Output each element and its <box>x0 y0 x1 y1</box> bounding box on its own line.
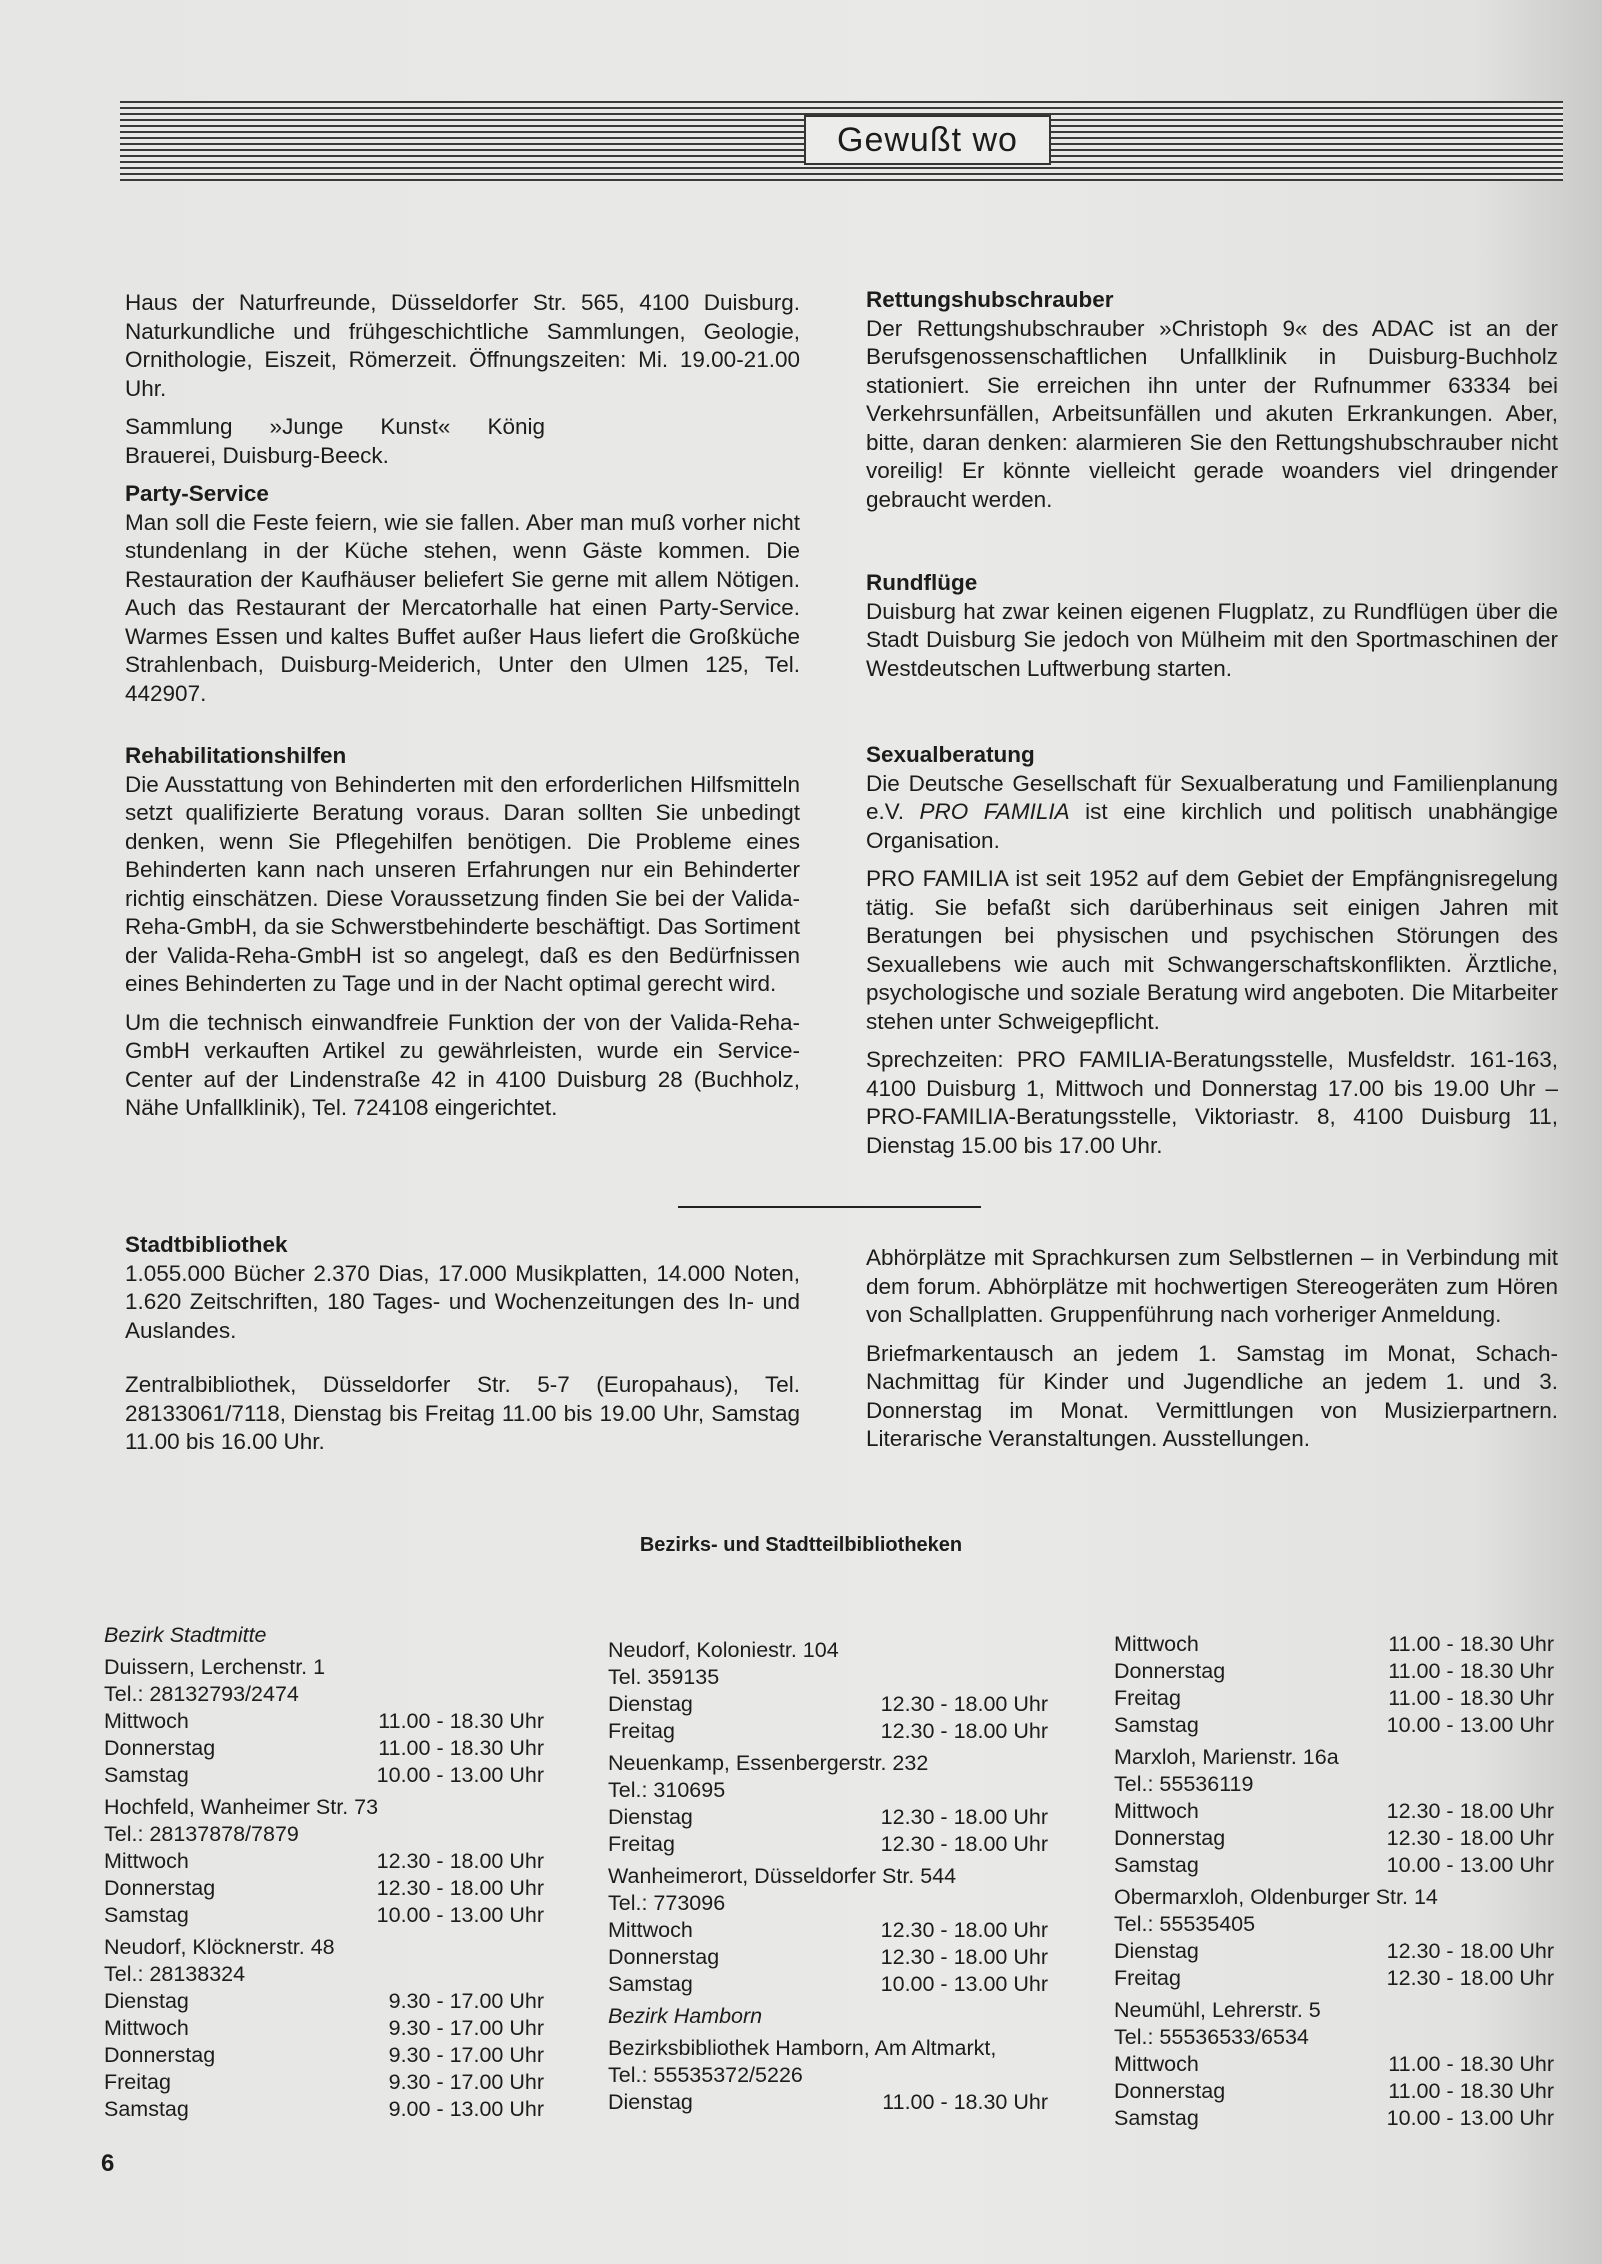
hours-row <box>104 1848 544 1875</box>
pro-familia-emphasis: PRO FAMILIA <box>919 799 1070 824</box>
hours-row <box>104 2042 544 2069</box>
hours-row <box>608 1944 1048 1971</box>
branch-address: Bezirksbibliothek Hamborn, Am Altmarkt, <box>608 2036 997 2060</box>
page-title: Gewußt wo <box>804 115 1051 165</box>
reha-text-1: Die Ausstattung von Behinderten mit den erforderlichen Hilfsmitteln setzt qualifizierte Beratung voraus. Daran sollten Sie unbedingt denken, wenn Sie Pflegehilfen benötigen. Die Probleme eines Behinderten kann nach unseren Erfahrungen nur ein Behinderter richtig einschätzen. Diese Voraussetzung finden Sie bei der Valida-Reha-GmbH, da sie Schwerstbehinderte beschäftigt. Das Sortiment der Valida-Reha-GmbH ist so angelegt, daß es den Bedürfnissen eines Behinderten zu Tage und in der Nacht optimal gerecht wird. <box>125 771 800 996</box>
opening-time: 11.00 - 18.30 Uhr <box>378 1736 544 1760</box>
zentral-text: Zentralbibliothek, Düsseldorfer Str. 5-7 (Europahaus), Tel. 28133061/7118, Dienstag bis Freitag 11.00 bis 19.00 Uhr, Samstag 11.00 bis 16.00 Uhr. <box>125 1372 800 1454</box>
weekday: Freitag <box>104 2070 171 2094</box>
hours-row <box>1114 1825 1554 1852</box>
right-column-top <box>866 286 1558 569</box>
opening-time: 10.00 - 13.00 Uhr <box>376 1903 544 1927</box>
hours-row <box>1114 1631 1554 1658</box>
right-column-sexualberatung <box>866 741 1558 1244</box>
right-column-abhoer <box>866 1244 1558 1464</box>
hours-row <box>608 1718 1048 1745</box>
hours-row <box>608 2089 1048 2116</box>
abhoer-text: Abhörplätze mit Sprachkursen zum Selbstlernen – in Verbindung mit dem forum. Abhörplätze mit hochwertigen Stereogeräten zum Hören von Schallplatten. Gruppenführung nach vorheriger Anmeldung. <box>866 1245 1558 1327</box>
opening-time: 12.30 - 18.00 Uhr <box>880 1945 1048 1969</box>
branch-phone: Tel.: 55536533/6534 <box>1114 2025 1309 2049</box>
rettung-text: Der Rettungshubschrauber »Christoph 9« des ADAC ist an der Berufsgenossenschaftlichen Unfallklinik in Duisburg-Buchholz stationiert. Sie erreichen ihn unter der Rufnummer 63334 bei Verkehrsunfällen, Arbeitsunfällen und akuten Erkrankungen. Aber, bitte, daran denken: alarmieren Sie den Rettungshubschrauber nicht voreilig! Er könnte vielleicht gerade woanders viel dringender gebraucht werden. <box>866 315 1558 512</box>
hours-row <box>104 1902 544 1929</box>
opening-time: 11.00 - 18.30 Uhr <box>378 1709 544 1733</box>
weekday: Samstag <box>1114 1713 1199 1737</box>
rundfluege-text: Duisburg hat zwar keinen eigenen Flugplatz, zu Rundflügen über die Stadt Duisburg Sie jedoch von Mülheim mit den Sportmaschinen der Westdeutschen Luftwerbung starten. <box>866 598 1558 681</box>
stadtbib-text: 1.055.000 Bücher 2.370 Dias, 17.000 Musikplatten, 14.000 Noten, 1.620 Zeitschriften, 180 Tages- und Wochenzeitungen des In- und Auslandes. <box>125 1260 800 1343</box>
hours-row <box>608 1691 1048 1718</box>
reha-heading: Rehabilitationshilfen <box>125 743 347 768</box>
weekday: Donnerstag <box>104 2043 216 2067</box>
hours-row <box>1114 2105 1554 2132</box>
hours-row <box>1114 1938 1554 1965</box>
weekday: Mittwoch <box>1114 1799 1199 1823</box>
briefmarken-text: Briefmarkentausch an jedem 1. Samstag im Monat, Schach-Nachmittag für Kinder und Jugendliche an jedem 1. und 3. Donnerstag im Monat. Vermittlungen von Musizierpartnern. Literarische Veranstaltungen. Ausstellungen. <box>866 1340 1558 1451</box>
weekday: Samstag <box>104 1763 189 1787</box>
hours-row <box>104 2069 544 2096</box>
branch-address: Marxloh, Marienstr. 16a <box>1114 1745 1339 1769</box>
weekday: Donnerstag <box>608 1945 720 1969</box>
branch-phone: Tel. 359135 <box>608 1665 720 1689</box>
opening-time: 11.00 - 18.30 Uhr <box>1388 1686 1554 1710</box>
branch-phone: Tel.: 28132793/2474 <box>104 1682 299 1706</box>
hours-row <box>1114 1658 1554 1685</box>
branch-address: Hochfeld, Wanheimer Str. 73 <box>104 1795 379 1819</box>
hours-row <box>104 1875 544 1902</box>
hours-row <box>104 1708 544 1735</box>
district-label: Bezirk Hamborn <box>608 2004 763 2028</box>
opening-time: 11.00 - 18.30 Uhr <box>882 2090 1048 2114</box>
weekday: Mittwoch <box>608 1918 693 1942</box>
reha-text-2: Um die technisch einwandfreie Funktion der von der Valida-Reha-GmbH verkauften Artikel zu gewährleisten, wurde ein Service-Center auf der Lindenstraße 42 in 4100 Duisburg 28 (Buchholz, Nähe Unfallklinik), Tel. 724108 eingerichtet. <box>125 1009 800 1120</box>
rundfluege-heading: Rundflüge <box>866 570 978 595</box>
header-banner <box>120 101 1563 181</box>
opening-time: 12.30 - 18.00 Uhr <box>880 1832 1048 1856</box>
weekday: Donnerstag <box>104 1736 216 1760</box>
left-column-reha <box>125 742 800 1231</box>
weekday: Freitag <box>608 1832 675 1856</box>
opening-time: 11.00 - 18.30 Uhr <box>1388 2079 1554 2103</box>
opening-time: 12.30 - 18.00 Uhr <box>880 1918 1048 1942</box>
hours-row <box>1114 1852 1554 1879</box>
sexualberatung-heading: Sexualberatung <box>866 742 1035 767</box>
branches-column-2 <box>608 1637 1048 2116</box>
weekday: Dienstag <box>1114 1939 1199 1963</box>
weekday: Mittwoch <box>104 1849 189 1873</box>
hours-row <box>104 2096 544 2123</box>
weekday: Donnerstag <box>1114 1826 1226 1850</box>
weekday: Dienstag <box>608 2090 693 2114</box>
hours-row <box>104 1735 544 1762</box>
opening-time: 10.00 - 13.00 Uhr <box>1386 1713 1554 1737</box>
sprechzeiten-text: Sprechzeiten: PRO FAMILIA-Beratungsstelle, Musfeldstr. 161-163, 4100 Duisburg 1, Mittwoch und Donnerstag 17.00 bis 19.00 Uhr – PRO-FAMILIA-Beratungsstelle, Viktoriastr. 8, 4100 Duisburg 11, Dienstag 15.00 bis 17.00 Uhr. <box>866 1047 1558 1158</box>
branch-address: Neudorf, Koloniestr. 104 <box>608 1638 839 1662</box>
weekday: Dienstag <box>104 1989 189 2013</box>
hours-row <box>1114 1798 1554 1825</box>
branch-phone: Tel.: 28138324 <box>104 1962 246 1986</box>
opening-time: 9.30 - 17.00 Uhr <box>388 2016 544 2040</box>
sexualberatung-text-2: PRO FAMILIA ist seit 1952 auf dem Gebiet der Empfängnisregelung tätig. Sie befaßt sich darüberhinaus seit einigen Jahren mit Beratungen bei physischen und psychischen Störungen des Sexuallebens wie auch mit Schwangerschaftskonflikten. Ärztliche, psychologische und soziale Beratung wird angeboten. Die Mitarbeiter stehen unter Schweigepflicht. <box>866 866 1558 1034</box>
opening-time: 10.00 - 13.00 Uhr <box>1386 2106 1554 2130</box>
opening-time: 12.30 - 18.00 Uhr <box>1386 1966 1554 1990</box>
weekday: Donnerstag <box>104 1876 216 1900</box>
branch-address: Duissern, Lerchenstr. 1 <box>104 1655 326 1679</box>
hours-row <box>608 1804 1048 1831</box>
opening-time: 11.00 - 18.30 Uhr <box>1388 1632 1554 1656</box>
hours-row <box>1114 1965 1554 1992</box>
hours-row <box>104 1762 544 1789</box>
weekday: Mittwoch <box>104 2016 189 2040</box>
branch-address: Wanheimerort, Düsseldorfer Str. 544 <box>608 1864 957 1888</box>
rettung-heading: Rettungshubschrauber <box>866 287 1114 312</box>
branches-column-1 <box>104 1622 544 2123</box>
left-column <box>125 289 800 1467</box>
opening-time: 11.00 - 18.30 Uhr <box>1388 2052 1554 2076</box>
branch-phone: Tel.: 55536119 <box>1114 1772 1254 1796</box>
branch-address: Neumühl, Lehrerstr. 5 <box>1114 1998 1321 2022</box>
sexualberatung-text-1 <box>866 770 1558 856</box>
hours-row <box>104 2015 544 2042</box>
hours-row <box>1114 1712 1554 1739</box>
weekday: Freitag <box>1114 1966 1181 1990</box>
opening-time: 9.30 - 17.00 Uhr <box>388 1989 544 2013</box>
branches-column-3 <box>1114 1631 1554 2132</box>
branch-address: Neudorf, Klöcknerstr. 48 <box>104 1935 335 1959</box>
branch-address: Neuenkamp, Essenbergerstr. 232 <box>608 1751 929 1775</box>
weekday: Samstag <box>1114 1853 1199 1877</box>
page-number: 6 <box>101 2150 115 2177</box>
hours-row <box>608 1971 1048 1998</box>
opening-time: 11.00 - 18.30 Uhr <box>1388 1659 1554 1683</box>
opening-time: 9.00 - 13.00 Uhr <box>388 2097 544 2121</box>
weekday: Mittwoch <box>104 1709 189 1733</box>
opening-time: 12.30 - 18.00 Uhr <box>376 1876 544 1900</box>
weekday: Freitag <box>608 1719 675 1743</box>
opening-time: 9.30 - 17.00 Uhr <box>388 2070 544 2094</box>
text: Die Deutsche Gesellschaft für Sexualberatung und Familienplanung e.V. <box>866 770 1558 824</box>
opening-time: 12.30 - 18.00 Uhr <box>880 1805 1048 1829</box>
hours-row <box>104 1988 544 2015</box>
branch-phone: Tel.: 310695 <box>608 1778 726 1802</box>
district-label: Bezirk Stadtmitte <box>104 1623 267 1647</box>
weekday: Mittwoch <box>1114 2052 1199 2076</box>
weekday: Dienstag <box>608 1692 693 1716</box>
hours-row <box>1114 2051 1554 2078</box>
branch-phone: Tel.: 55535405 <box>1114 1912 1256 1936</box>
weekday: Mittwoch <box>1114 1632 1199 1656</box>
weekday: Samstag <box>608 1972 693 1996</box>
opening-time: 12.30 - 18.00 Uhr <box>1386 1799 1554 1823</box>
right-column <box>866 286 1558 1464</box>
opening-time: 10.00 - 13.00 Uhr <box>1386 1853 1554 1877</box>
weekday: Dienstag <box>608 1805 693 1829</box>
stadtbib-heading: Stadtbibliothek <box>125 1232 288 1257</box>
right-column-rundfluege <box>866 569 1558 741</box>
left-column-stadtbib <box>125 1231 800 1467</box>
hours-row <box>1114 2078 1554 2105</box>
opening-time: 12.30 - 18.00 Uhr <box>880 1719 1048 1743</box>
naturfreunde-text: Haus der Naturfreunde, Düsseldorfer Str. 565, 4100 Duisburg. Naturkundliche und frühgeschichtliche Sammlungen, Geologie, Ornithologie, Eiszeit, Römerzeit. Öffnungszeiten: Mi. 19.00-21.00 Uhr. <box>125 290 800 401</box>
branch-phone: Tel.: 773096 <box>608 1891 726 1915</box>
branch-address: Obermarxloh, Oldenburger Str. 14 <box>1114 1885 1438 1909</box>
opening-time: 10.00 - 13.00 Uhr <box>880 1972 1048 1996</box>
opening-time: 12.30 - 18.00 Uhr <box>376 1849 544 1873</box>
branch-phone: Tel.: 55535372/5226 <box>608 2063 803 2087</box>
party-service-text: Man soll die Feste feiern, wie sie fallen. Aber man muß vorher nicht stundenlang in der Küche stehen, wenn Gäste kommen. Die Restauration der Kaufhäuser beliefert Sie gerne mit allem Nötigen. Auch das Restaurant der Mercatorhalle hat einen Party-Service. Warmes Essen und kaltes Buffet außer Haus liefert die Großküche Strahlenbach, Duisburg-Meiderich, Unter den Ulmen 125, Tel. 442907. <box>125 509 800 706</box>
opening-time: 12.30 - 18.00 Uhr <box>1386 1826 1554 1850</box>
branch-phone: Tel.: 28137878/7879 <box>104 1822 299 1846</box>
text: ist eine kirchlich und politisch unabhängige Organisation. <box>866 799 1558 853</box>
weekday: Samstag <box>104 2097 189 2121</box>
branches-heading: Bezirks- und Stadtteilbibliotheken <box>639 1534 963 1556</box>
hours-row <box>1114 1685 1554 1712</box>
opening-time: 9.30 - 17.00 Uhr <box>388 2043 544 2067</box>
weekday: Samstag <box>104 1903 189 1927</box>
hours-row <box>608 1917 1048 1944</box>
sammlung-text: Sammlung »Junge Kunst« König Brauerei, Duisburg-Beeck. <box>125 414 545 468</box>
weekday: Donnerstag <box>1114 1659 1226 1683</box>
weekday: Donnerstag <box>1114 2079 1226 2103</box>
opening-time: 12.30 - 18.00 Uhr <box>880 1692 1048 1716</box>
hours-row <box>608 1831 1048 1858</box>
left-column-top <box>125 289 800 742</box>
party-service-heading: Party-Service <box>125 481 269 506</box>
opening-time: 12.30 - 18.00 Uhr <box>1386 1939 1554 1963</box>
weekday: Freitag <box>1114 1686 1181 1710</box>
weekday: Samstag <box>1114 2106 1199 2130</box>
opening-time: 10.00 - 13.00 Uhr <box>376 1763 544 1787</box>
